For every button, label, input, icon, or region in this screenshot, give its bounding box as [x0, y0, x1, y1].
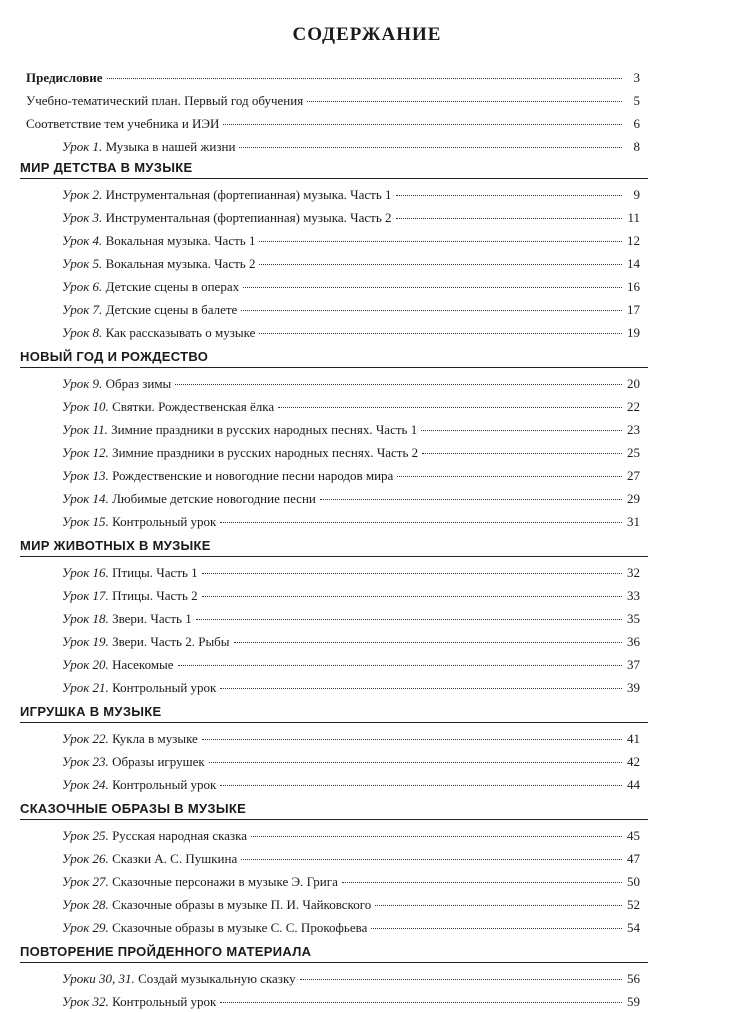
page-number: 59	[627, 994, 640, 1009]
dot-leader	[375, 905, 622, 906]
toc-entry-label	[62, 422, 417, 438]
toc-entry-lesson	[62, 897, 640, 915]
section-heading: НОВЫЙ ГОД И РОЖДЕСТВО	[20, 349, 209, 364]
toc-entry-lesson	[62, 399, 640, 417]
dot-leader	[396, 195, 622, 196]
toc-entry-label	[62, 233, 255, 249]
lesson-number: Урок 21.	[62, 680, 109, 695]
toc-entry-label	[62, 256, 255, 272]
toc-entry-lesson	[62, 971, 640, 989]
toc-entry-label	[62, 588, 198, 604]
toc-entry-label	[62, 279, 239, 295]
page-number: 29	[627, 491, 640, 506]
toc-entry-lesson	[62, 828, 640, 846]
toc-entry-lesson	[62, 187, 640, 205]
toc-entry-label	[62, 731, 198, 747]
page-number: 44	[627, 777, 640, 792]
toc-entry-label	[62, 514, 216, 530]
dot-leader	[396, 218, 622, 219]
toc-entry-label	[62, 468, 393, 484]
dot-leader	[259, 241, 622, 242]
lesson-number: Урок 17.	[62, 588, 109, 603]
toc-entry-lesson	[62, 514, 640, 532]
lesson-number: Урок 24.	[62, 777, 109, 792]
page-number: 31	[627, 514, 640, 529]
toc-entry-lesson	[62, 376, 640, 394]
lesson-title: Детские сцены в балете	[102, 302, 238, 317]
lesson-number: Урок 28.	[62, 897, 109, 912]
page-number: 17	[627, 302, 640, 317]
page-number: 11	[627, 210, 640, 225]
lesson-title: Создай музыкальную сказку	[134, 971, 296, 986]
page-number: 9	[633, 187, 640, 202]
lesson-title: Зимние праздники в русских народных песнях. Часть 2	[108, 445, 419, 460]
lesson-number: Урок 13.	[62, 468, 109, 483]
dot-leader	[220, 522, 622, 523]
lesson-title: Птицы. Часть 1	[108, 565, 198, 580]
lesson-title: Инструментальная (фортепианная) музыка. Часть 1	[102, 187, 392, 202]
toc-entry-label	[62, 828, 247, 844]
lesson-number: Урок 25.	[62, 828, 109, 843]
toc-entry-label	[62, 491, 316, 507]
toc-entry-lesson	[62, 233, 640, 251]
page-number: 20	[627, 376, 640, 391]
dot-leader	[241, 310, 622, 311]
dot-leader	[202, 596, 622, 597]
toc-entry-label: Соответствие тем учебника и ИЭИ	[26, 116, 220, 131]
lesson-title: Святки. Рождественская ёлка	[108, 399, 275, 414]
page-number: 50	[627, 874, 640, 889]
lesson-title: Вокальная музыка. Часть 1	[102, 233, 256, 248]
lesson-number: Урок 14.	[62, 491, 109, 506]
section-heading: ПОВТОРЕНИЕ ПРОЙДЕННОГО МАТЕРИАЛА	[20, 944, 312, 959]
dot-leader	[220, 688, 622, 689]
page-number: 19	[627, 325, 640, 340]
lesson-number: Урок 32.	[62, 994, 109, 1009]
section-heading: МИР ЖИВОТНЫХ В МУЗЫКЕ	[20, 538, 211, 553]
lesson-title: Насекомые	[108, 657, 174, 672]
lesson-title: Рождественские и новогодние песни народов мира	[108, 468, 394, 483]
page-number: 36	[627, 634, 640, 649]
page-number: 37	[627, 657, 640, 672]
toc-entry-label	[62, 611, 192, 627]
toc-entry-lesson	[62, 468, 640, 486]
lesson-number: Урок 2.	[62, 187, 103, 202]
dot-leader	[239, 147, 622, 148]
lesson-number: Урок 6.	[62, 279, 103, 294]
toc-entry-label	[62, 657, 174, 673]
dot-leader	[178, 665, 622, 666]
lesson-title: Инструментальная (фортепианная) музыка. Часть 2	[102, 210, 392, 225]
toc-entry-label	[62, 897, 371, 913]
toc-entry-lesson	[62, 851, 640, 869]
toc-entry-lesson	[62, 777, 640, 795]
toc-entry-label	[62, 445, 418, 461]
dot-leader	[371, 928, 622, 929]
page-number: 16	[627, 279, 640, 294]
toc-entry-lesson	[62, 279, 640, 297]
lesson-number: Урок 26.	[62, 851, 109, 866]
dot-leader	[220, 785, 622, 786]
page-number: 42	[627, 754, 640, 769]
toc-entry-lesson	[62, 994, 640, 1012]
dot-leader	[422, 453, 622, 454]
page-number: 45	[627, 828, 640, 843]
lesson-title: Образы игрушек	[108, 754, 205, 769]
dot-leader	[342, 882, 622, 883]
page-number: 27	[627, 468, 640, 483]
lesson-number: Уроки 30, 31.	[62, 971, 135, 986]
toc-entry-front	[26, 116, 640, 134]
page-number: 35	[627, 611, 640, 626]
lesson-title: Контрольный урок	[108, 777, 217, 792]
lesson-title: Сказочные образы в музыке П. И. Чайковского	[108, 897, 372, 912]
dot-leader	[259, 264, 622, 265]
page-number: 54	[627, 920, 640, 935]
toc-entry-lesson	[62, 565, 640, 583]
page-number: 6	[633, 116, 640, 131]
toc-entry-lesson	[62, 302, 640, 320]
toc-entry-lesson	[62, 657, 640, 675]
toc-entry-lesson	[62, 325, 640, 343]
lesson-title: Образ зимы	[102, 376, 172, 391]
dot-leader	[300, 979, 622, 980]
dot-leader	[320, 499, 622, 500]
toc-entry-front	[26, 93, 640, 111]
toc-entry-front	[26, 70, 640, 88]
toc-entry-label	[62, 187, 392, 203]
lesson-title: Звери. Часть 2. Рыбы	[108, 634, 230, 649]
toc-entry-lesson	[62, 754, 640, 772]
toc-entry-label	[62, 754, 205, 770]
toc-entry-lesson	[62, 920, 640, 938]
toc-entry-lesson	[62, 680, 640, 698]
dot-leader	[223, 124, 622, 125]
dot-leader	[421, 430, 622, 431]
lesson-title: Птицы. Часть 2	[108, 588, 198, 603]
lesson-number: Урок 11.	[62, 422, 108, 437]
dot-leader	[107, 78, 622, 79]
section-rule	[20, 819, 648, 820]
page-number: 33	[627, 588, 640, 603]
lesson-title: Музыка в нашей жизни	[102, 139, 236, 154]
toc-entry-lesson	[62, 491, 640, 509]
toc-entry-label	[62, 139, 235, 155]
page-number: 52	[627, 897, 640, 912]
page-number: 41	[627, 731, 640, 746]
dot-leader	[241, 859, 622, 860]
page-number: 23	[627, 422, 640, 437]
lesson-number: Урок 27.	[62, 874, 109, 889]
page-number: 5	[633, 93, 640, 108]
lesson-number: Урок 1.	[62, 139, 103, 154]
dot-leader	[209, 762, 622, 763]
toc-entry-lesson	[62, 634, 640, 652]
page-number: 3	[633, 70, 640, 85]
toc-entry-lesson	[62, 611, 640, 629]
lesson-title: Контрольный урок	[108, 680, 217, 695]
section-rule	[20, 962, 648, 963]
lesson-number: Урок 7.	[62, 302, 103, 317]
lesson-number: Урок 23.	[62, 754, 109, 769]
dot-leader	[202, 573, 622, 574]
lesson-title: Звери. Часть 1	[108, 611, 192, 626]
toc-entry-label	[62, 920, 367, 936]
lesson-title: Русская народная сказка	[108, 828, 248, 843]
section-rule	[20, 367, 648, 368]
lesson-number: Урок 3.	[62, 210, 103, 225]
lesson-number: Урок 29.	[62, 920, 109, 935]
toc-entry-label	[62, 302, 237, 318]
section-heading: СКАЗОЧНЫЕ ОБРАЗЫ В МУЗЫКЕ	[20, 801, 247, 816]
lesson-number: Урок 22.	[62, 731, 109, 746]
lesson-number: Урок 19.	[62, 634, 109, 649]
page-number: 12	[627, 233, 640, 248]
toc-entry-lesson	[62, 731, 640, 749]
toc-entry-label	[62, 851, 237, 867]
dot-leader	[259, 333, 622, 334]
toc-entry-label	[62, 634, 230, 650]
dot-leader	[278, 407, 622, 408]
section-rule	[20, 722, 648, 723]
toc-entry-label: Предисловие	[26, 70, 103, 85]
lesson-number: Урок 5.	[62, 256, 103, 271]
page-number: 56	[627, 971, 640, 986]
section-rule	[20, 178, 648, 179]
toc-entry-label	[62, 376, 171, 392]
lesson-number: Урок 4.	[62, 233, 103, 248]
page-number: 47	[627, 851, 640, 866]
lesson-title: Сказочные образы в музыке С. С. Прокофьева	[108, 920, 368, 935]
lesson-title: Сказки А. С. Пушкина	[108, 851, 238, 866]
toc-entry-lesson	[62, 139, 640, 157]
toc-entry-label	[62, 680, 216, 696]
page-number: 25	[627, 445, 640, 460]
dot-leader	[307, 101, 622, 102]
dot-leader	[196, 619, 622, 620]
dot-leader	[202, 739, 622, 740]
page-number: 39	[627, 680, 640, 695]
dot-leader	[175, 384, 622, 385]
lesson-title: Кукла в музыке	[108, 731, 198, 746]
lesson-number: Урок 18.	[62, 611, 109, 626]
page-number: 8	[633, 139, 640, 154]
toc-entry-label	[62, 874, 338, 890]
lesson-title: Контрольный урок	[108, 514, 217, 529]
lesson-title: Детские сцены в операх	[102, 279, 240, 294]
lesson-number: Урок 16.	[62, 565, 109, 580]
dot-leader	[397, 476, 622, 477]
toc-entry-label	[62, 971, 296, 987]
toc-entry-lesson	[62, 256, 640, 274]
toc-entry-label	[62, 210, 392, 226]
toc-entry-label	[62, 399, 274, 415]
dot-leader	[251, 836, 622, 837]
toc-entry-label	[62, 777, 216, 793]
lesson-number: Урок 10.	[62, 399, 109, 414]
dot-leader	[220, 1002, 622, 1003]
page-number: 22	[627, 399, 640, 414]
dot-leader	[234, 642, 622, 643]
lesson-title: Как рассказывать о музыке	[102, 325, 256, 340]
lesson-title: Любимые детские новогодние песни	[108, 491, 316, 506]
toc-entry-label	[62, 325, 255, 341]
page-title: СОДЕРЖАНИЕ	[292, 24, 442, 45]
lesson-title: Вокальная музыка. Часть 2	[102, 256, 256, 271]
toc-entry-lesson	[62, 874, 640, 892]
section-heading: ИГРУШКА В МУЗЫКЕ	[20, 704, 162, 719]
lesson-number: Урок 20.	[62, 657, 109, 672]
lesson-title: Контрольный урок	[108, 994, 217, 1009]
lesson-title: Сказочные персонажи в музыке Э. Грига	[108, 874, 338, 889]
toc-entry-label	[62, 994, 216, 1010]
page-number: 32	[627, 565, 640, 580]
toc-entry-lesson	[62, 422, 640, 440]
toc-entry-lesson	[62, 445, 640, 463]
toc-entry-lesson	[62, 588, 640, 606]
section-rule	[20, 556, 648, 557]
section-heading: МИР ДЕТСТВА В МУЗЫКЕ	[20, 160, 193, 175]
lesson-number: Урок 9.	[62, 376, 103, 391]
lesson-number: Урок 8.	[62, 325, 103, 340]
lesson-number: Урок 15.	[62, 514, 109, 529]
lesson-number: Урок 12.	[62, 445, 109, 460]
toc-entry-label: Учебно-тематический план. Первый год обучения	[26, 93, 304, 108]
toc-entry-label	[62, 565, 198, 581]
page-number: 14	[627, 256, 640, 271]
lesson-title: Зимние праздники в русских народных песнях. Часть 1	[107, 422, 418, 437]
dot-leader	[243, 287, 622, 288]
toc-entry-lesson	[62, 210, 640, 228]
